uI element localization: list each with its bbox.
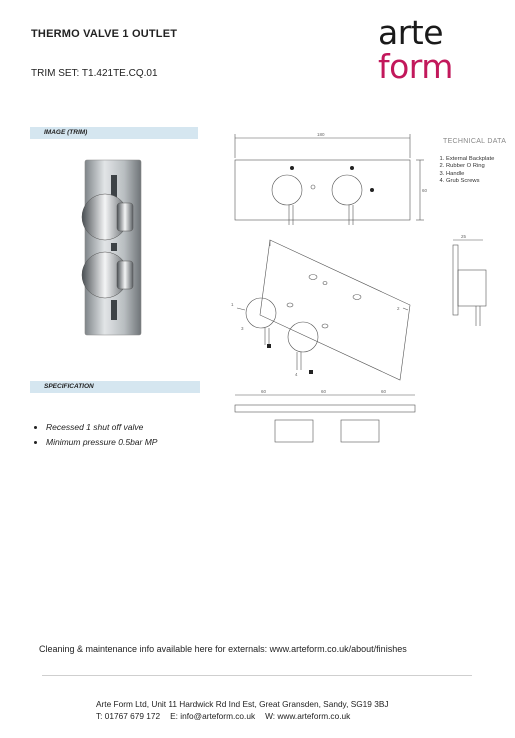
footer-address: Arte Form Ltd, Unit 11 Hardwick Rd Ind Est, Great Gransden, Sandy, SG19 3BJ <box>96 699 389 709</box>
logo-line-form: form <box>378 47 453 86</box>
arteform-logo <box>378 13 478 86</box>
logo-line-arte: arte <box>378 13 444 52</box>
spec-item-pressure: • Minimum pressure 0.5bar MP <box>46 437 157 447</box>
dim-spacing-left: 60 <box>261 389 267 394</box>
dim-height: 60 <box>422 188 428 193</box>
cleaning-info: Cleaning & maintenance info available here for externals: www.arteform.co.uk/about/finishes <box>39 644 407 654</box>
footer-email[interactable]: E: info@arteform.co.uk <box>170 711 256 721</box>
dim-spacing-mid: 60 <box>321 389 327 394</box>
footer-contact <box>96 711 350 721</box>
image-trim-band: IMAGE (TRIM) <box>30 127 198 139</box>
callout-1: 1 <box>231 302 234 307</box>
footer-divider <box>42 675 472 676</box>
tech-item-handle: 3. Handle <box>446 171 494 178</box>
dim-width: 180 <box>317 132 325 137</box>
callout-2: 2 <box>397 306 400 311</box>
technical-data-list <box>436 156 494 186</box>
technical-data-title: TECHNICAL DATA <box>443 138 507 145</box>
product-trim-image <box>65 155 165 345</box>
spec-item-recessed: • Recessed 1 shut off valve <box>46 422 157 432</box>
footer-phone: T: 01767 679 172 <box>96 711 161 721</box>
dim-depth: 25 <box>461 234 467 239</box>
callout-4: 4 <box>295 372 298 377</box>
footer-web[interactable]: W: www.arteform.co.uk <box>265 711 351 721</box>
specification-list <box>34 422 157 452</box>
tech-item-backplate: 1. External Backplate <box>446 156 494 163</box>
trim-set-label: TRIM SET: T1.421TE.CQ.01 <box>31 68 158 79</box>
tech-item-grub-screws: 4. Grub Screws <box>446 178 494 185</box>
page-title: THERMO VALVE 1 OUTLET <box>31 28 178 40</box>
dim-spacing-right: 60 <box>381 389 387 394</box>
callout-3: 3 <box>241 326 244 331</box>
specification-band: SPECIFICATION <box>30 381 200 393</box>
tech-item-o-ring: 2. Rubber O Ring <box>446 163 494 170</box>
